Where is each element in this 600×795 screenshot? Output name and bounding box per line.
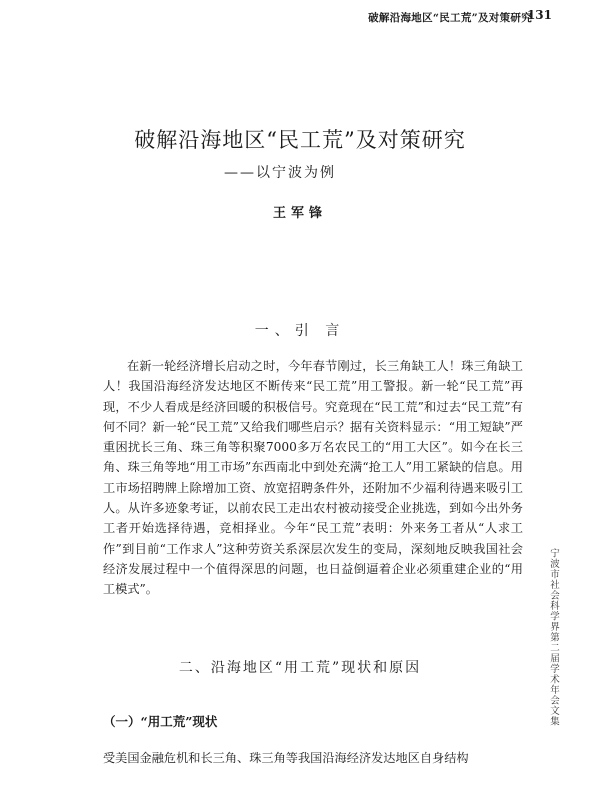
running-header: 破解沿海地区“民工荒”及对策研究 (368, 12, 532, 24)
subsection-heading: （一）“用工荒”现状 (103, 714, 218, 729)
body-paragraph: 受美国金融危机和长三角、珠三角等我国沿海经济发达地区自身结构 (103, 751, 469, 765)
article-title: 破解沿海地区“民工荒”及对策研究 (134, 128, 466, 152)
page-number: 131 (526, 8, 552, 22)
margin-note: 宁波市社会科学界第二届学术年会文集 (548, 548, 559, 727)
article-subtitle: ——以宁波为例 (224, 165, 336, 181)
body-paragraph: 在新一轮经济增长启动之时，今年春节刚过，长三角缺工人！珠三角缺工人！我国沿海经济发达地区不断传来“民工荒”用工警报。新一轮“民工荒”再现，不少人看成是经济回暖的积极信号。究竟现在“民工荒”和过去“民工荒”有何不同？新一轮“民工荒”又给我们哪些启示？据有关资料显示：“用工短缺”严重困扰长三角、珠三角等积聚7000多万名农民工的“用工大区”。如今在长三角、珠三角等地“用工市场”东西南北中到处充满“抢工人”用工紧缺的信息。用工市场招聘牌上除增加工资、放宽招聘条件外，还附加不少福利待遇来吸引工人。从许多迹象考证，以前农民工走出农村被动接受企业挑选，到如今出外务工者开始选择待遇，竞相择业。今年“民工荒”表明：外来务工者从“人求工作”到目前“工作求人”这种劳资关系深层次发生的变局，深刻地反映我国社会经济发展过程中一个值得深思的问题，也日益倒逼着企业必须重建企业的“用工模式”。 (103, 359, 523, 597)
section-heading-status-causes: 二、沿海地区“用工荒”现状和原因 (178, 660, 422, 676)
article-author: 王军锋 (272, 206, 327, 221)
section-heading-introduction: 一、引 言 (254, 323, 346, 339)
